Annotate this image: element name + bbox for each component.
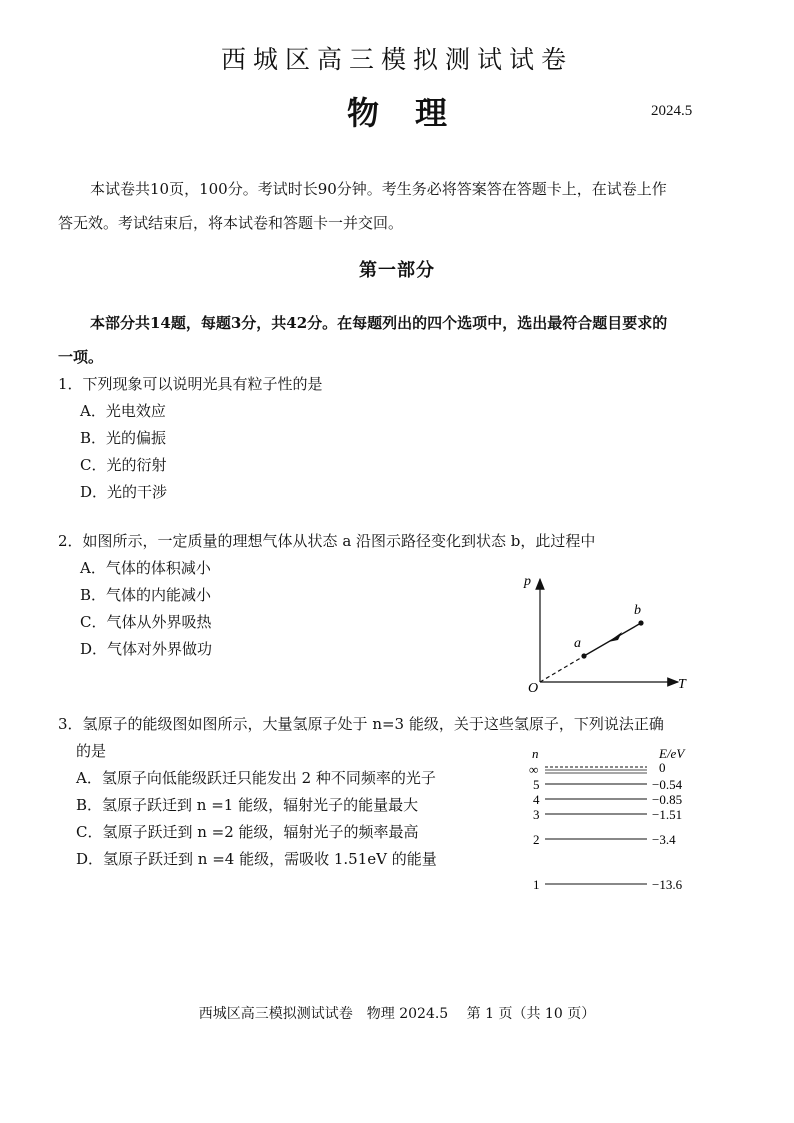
point-b-dot — [638, 620, 643, 625]
level-n-label: 1 — [533, 877, 540, 892]
option-c: C．氢原子跃迁到 n =2 能级，辐射光子的频率最高 — [76, 823, 419, 841]
subject-title: 物理 — [346, 94, 483, 132]
level-n-label: ∞ — [529, 762, 539, 777]
option-b: B．气体的内能减小 — [80, 586, 212, 604]
exam-date: 2024.5 — [651, 103, 693, 119]
level-n-label: 3 — [533, 807, 540, 822]
level-energy-value: −13.6 — [652, 877, 683, 892]
option-c: C．光的衍射 — [80, 456, 167, 474]
level-n-label: 4 — [533, 792, 540, 807]
question-number: 2． — [58, 532, 83, 550]
t-axis-label: T — [678, 677, 686, 692]
question-stem: 如图所示，一定质量的理想气体从状态 a 沿图示路径变化到状态 b，此过程中 — [82, 532, 596, 550]
energy-column-label: E/eV — [659, 746, 685, 761]
level-n-label: 5 — [533, 777, 540, 792]
level-energy-value: −0.54 — [652, 777, 683, 792]
part-note-line-1: 本部分共14题，每题3分，共42分。在每题列出的四个选项中，选出最符合题目要求的 — [90, 314, 668, 332]
option-d: D．气体对外界做功 — [80, 640, 213, 658]
p-axis-label: p — [524, 574, 531, 589]
question-stem: 氢原子的能级图如图所示，大量氢原子处于 n=3 能级，关于这些氢原子，下列说法正确 — [82, 715, 664, 733]
part-title: 第一部分 — [359, 260, 435, 281]
point-b-label: b — [634, 603, 641, 618]
extension-dashed-line — [540, 656, 584, 682]
point-a-label: a — [574, 636, 581, 651]
question-stem: 下列现象可以说明光具有粒子性的是 — [82, 375, 323, 393]
level-energy-value: −1.51 — [652, 807, 683, 822]
option-a: A．氢原子向低能级跃迁只能发出 2 种不同频率的光子 — [76, 769, 436, 787]
exam-instructions — [58, 172, 748, 240]
level-n-label: 2 — [533, 832, 540, 847]
option-b: B．氢原子跃迁到 n =1 能级，辐射光子的能量最大 — [76, 796, 419, 814]
exam-title: 西城区高三模拟测试试卷 — [220, 45, 573, 74]
question-number: 3． — [58, 715, 83, 733]
question-3 — [58, 713, 664, 734]
instructions-line-2: 答无效。考试结束后，将本试卷和答题卡一并交回。 — [58, 214, 404, 232]
option-a: A．光电效应 — [80, 402, 166, 420]
page-footer: 西城区高三模拟测试试卷 物理 2024.5 第 1 页（共 10 页） — [198, 1006, 596, 1022]
option-a: A．气体的体积减小 — [80, 559, 211, 577]
pt-graph-figure — [510, 565, 700, 700]
option-d: D．氢原子跃迁到 n =4 能级，需吸收 1.51eV 的能量 — [76, 850, 437, 868]
question-1 — [58, 373, 323, 394]
option-b: B．光的偏振 — [80, 429, 167, 447]
level-energy-value: 0 — [659, 760, 666, 775]
energy-level-diagram — [525, 740, 700, 895]
part-note — [58, 306, 748, 374]
level-energy-value: −0.85 — [652, 792, 683, 807]
question-stem-continued: 的是 — [76, 742, 107, 760]
question-2 — [58, 530, 595, 551]
part-note-line-2: 一项。 — [58, 348, 104, 366]
option-c: C．气体从外界吸热 — [80, 613, 212, 631]
option-d: D．光的干涉 — [80, 483, 168, 501]
question-number: 1． — [58, 375, 83, 393]
instructions-line-1: 本试卷共10页，100分。考试时长90分钟。考生务必将答案答在答题卡上，在试卷上作 — [90, 180, 667, 198]
level-energy-value: −3.4 — [652, 832, 676, 847]
origin-label: O — [528, 681, 539, 696]
n-column-label: n — [532, 746, 539, 761]
point-a-dot — [581, 653, 586, 658]
